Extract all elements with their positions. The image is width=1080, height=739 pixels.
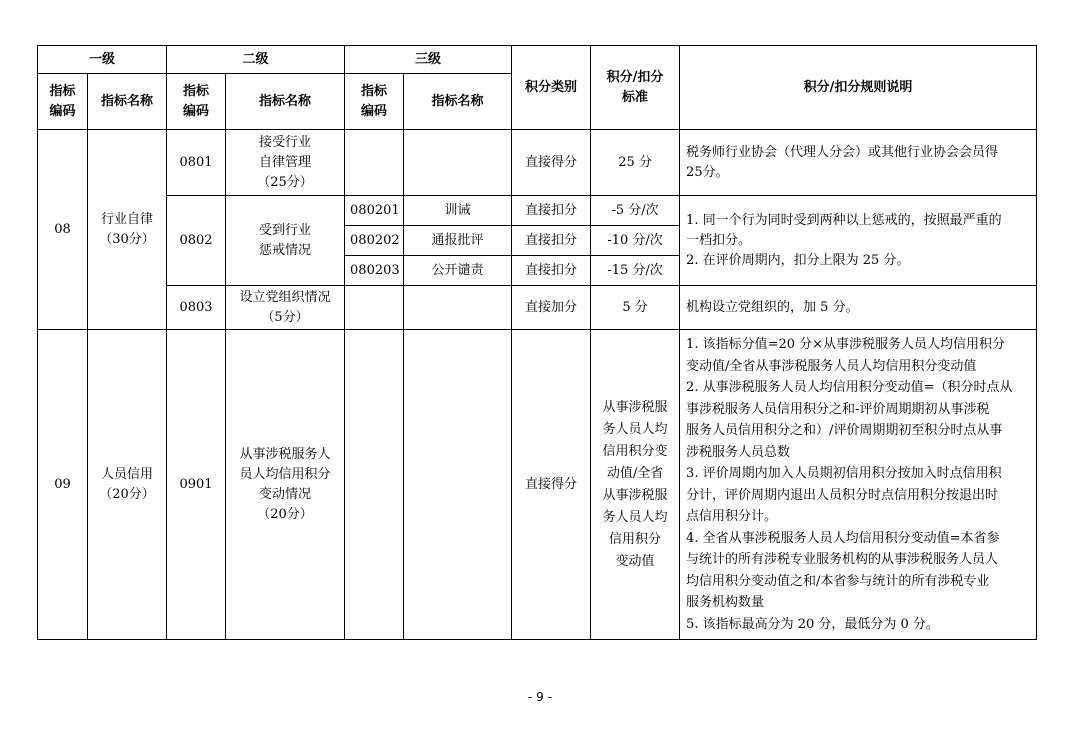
sub-category: 直接扣分: [512, 226, 591, 256]
header-name-l2: 指标名称: [226, 74, 345, 130]
sub-name: 公开谴责: [404, 256, 512, 286]
page-number: - 9 -: [528, 690, 552, 704]
sub-code: [345, 330, 404, 640]
header-code-l1: 指标 编码: [38, 74, 88, 130]
item-standard: 5 分: [591, 286, 680, 330]
sub-standard: -10 分/次: [591, 226, 680, 256]
item-name: 设立党组织情况 （5分）: [226, 286, 345, 330]
header-standard: 积分/扣分 标准: [591, 46, 680, 130]
header-category: 积分类别: [512, 46, 591, 130]
item-description: 1. 同一个行为同时受到两种以上惩戒的，按照最严重的 一档扣分。 2. 在评价周期内，扣分上限为 25 分。: [680, 196, 1037, 286]
sub-standard: -15 分/次: [591, 256, 680, 286]
sub-code: 080203: [345, 256, 404, 286]
item-description: 税务师行业协会（代理人分会）或其他行业协会会员得 25分。: [680, 130, 1037, 196]
sub-code: [345, 286, 404, 330]
sub-name: 通报批评: [404, 226, 512, 256]
header-description: 积分/扣分规则说明: [680, 46, 1037, 130]
header-level1: 一级: [38, 46, 167, 74]
item-name: 受到行业 惩戒情况: [226, 196, 345, 286]
table-row: [38, 196, 1037, 226]
table-row: [38, 130, 1037, 196]
item-category: 直接加分: [512, 286, 591, 330]
header-code-l3: 指标 编码: [345, 74, 404, 130]
sub-name: [404, 130, 512, 196]
group-code: 09: [38, 330, 88, 640]
item-category: 直接得分: [512, 330, 591, 640]
table-row: [38, 286, 1037, 330]
item-code: 0801: [167, 130, 226, 196]
sub-code: 080201: [345, 196, 404, 226]
group-name: 人员信用 （20分）: [88, 330, 167, 640]
item-standard: 25 分: [591, 130, 680, 196]
table-row: [38, 330, 1037, 640]
group-name: 行业自律 （30分）: [88, 130, 167, 330]
sub-name: [404, 286, 512, 330]
item-code: 0802: [167, 196, 226, 286]
sub-standard: -5 分/次: [591, 196, 680, 226]
header-level2: 二级: [167, 46, 345, 74]
sub-category: 直接扣分: [512, 196, 591, 226]
item-standard: 从事涉税服 务人员人均 信用积分变 动值/全省 从事涉税服 务人员人均 信用积分 变动值: [591, 330, 680, 640]
sub-code: [345, 130, 404, 196]
sub-code: 080202: [345, 226, 404, 256]
header-name-l3: 指标名称: [404, 74, 512, 130]
item-code: 0803: [167, 286, 226, 330]
item-description: 1. 该指标分值=20 分×从事涉税服务人员人均信用积分 变动值/全省从事涉税服务人员人均信用积分变动值 2. 从事涉税服务人员人均信用积分变动值=（积分时点从 事涉税服务人员信用积分之和-评价周期期初从事涉税 服务人员信用积分之和）/评价周期期初至积分时点从事 涉税服务人员总数 3. 评价周期内加入人员期初信用积分按加入时点信用积 分计，评价周期内退出人员积分时点信用积分按退出时 点信用积分计。 4. 全省从事涉税服务人员人均信用积分变动值=本省参 与统计的所有涉税专业服务机构的从事涉税服务人员人 均信用积分变动值之和/本省参与统计的所有涉税专业 服务机构数量 5. 该指标最高分为 20 分，最低分为 0 分。: [680, 330, 1037, 640]
header-name-l1: 指标名称: [88, 74, 167, 130]
sub-name: 训诫: [404, 196, 512, 226]
group-code: 08: [38, 130, 88, 330]
sub-category: 直接扣分: [512, 256, 591, 286]
item-name: 从事涉税服务人 员人均信用积分 变动情况 （20分）: [226, 330, 345, 640]
item-description: 机构设立党组织的，加 5 分。: [680, 286, 1037, 330]
header-code-l2: 指标 编码: [167, 74, 226, 130]
sub-name: [404, 330, 512, 640]
header-level3: 三级: [345, 46, 512, 74]
indicator-table: [37, 45, 1037, 640]
item-category: 直接得分: [512, 130, 591, 196]
item-name: 接受行业 自律管理 （25分）: [226, 130, 345, 196]
item-code: 0901: [167, 330, 226, 640]
